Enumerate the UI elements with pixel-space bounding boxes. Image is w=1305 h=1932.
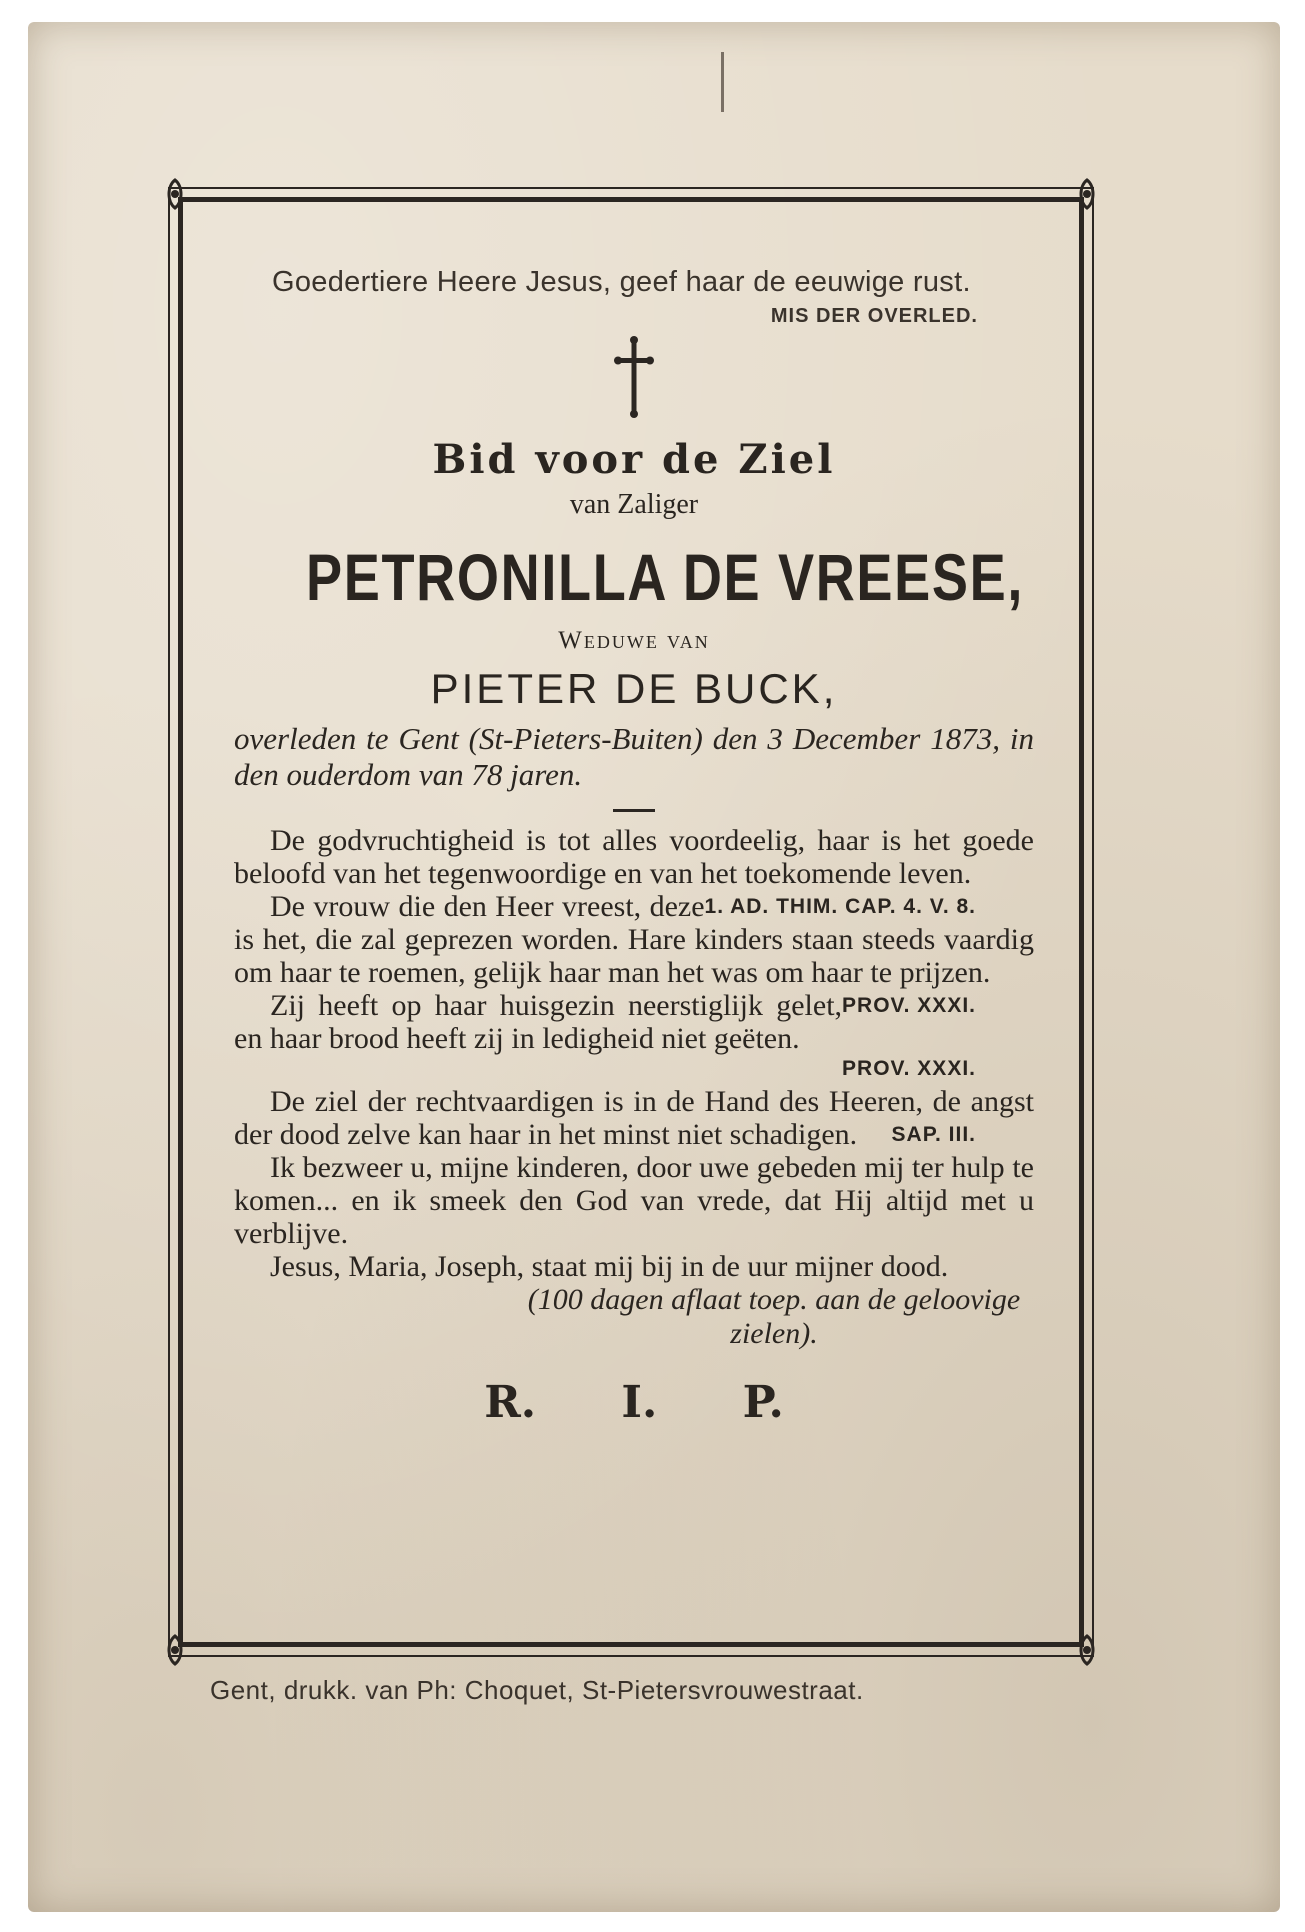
spouse-name: PIETER DE BUCK, xyxy=(430,665,838,712)
passage: De vrouw die den Heer vreest, deze is het, die zal geprezen worden. Hare kinders staan steeds vaardig om haar te roemen, gelijk haar man het was om haar te prijzen. PROV. XXXI. xyxy=(234,890,1034,989)
relation: Weduwe van xyxy=(558,627,710,654)
latin-cross-icon xyxy=(234,336,1034,420)
passage-source: 1. AD. THIM. CAP. 4. V. 8. xyxy=(704,895,976,918)
paper-tear xyxy=(721,52,724,112)
heading: Bid voor de Ziel xyxy=(432,436,836,483)
deceased-name: PETRONILLA DE VREESE, xyxy=(306,540,1025,614)
printer-imprint: Gent, drukk. van Ph: Choquet, St-Pietersvrouwestraat. xyxy=(210,1675,864,1705)
closing: R. I. P. xyxy=(484,1377,784,1428)
divider xyxy=(613,809,655,812)
card-text xyxy=(234,258,1034,1428)
invocation-source: MIS DER OVERLED. xyxy=(770,305,978,327)
passage: De ziel der rechtvaardigen is in de Hand des Heeren, de angst der dood zelve kan haar in het minst niet schadigen. SAP. III. xyxy=(234,1085,1034,1151)
passage-source: PROV. XXXI. xyxy=(842,994,976,1017)
corner-ornament-icon xyxy=(1069,176,1105,212)
passage: Ik bezweer u, mijne kinderen, door uwe gebeden mij ter hulp te komen... en ik smeek den God van vrede, dat Hij altijd met u verblijve. xyxy=(234,1151,1034,1250)
corner-ornament-icon xyxy=(157,176,193,212)
passage: Zij heeft op haar huisgezin neerstiglijk gelet, en haar brood heeft zij in ledigheid niet geëten. xyxy=(234,989,843,1055)
subheading: van Zaliger xyxy=(569,489,699,520)
passage-source: PROV. XXXI. xyxy=(842,1057,976,1080)
death-notice: overleden te Gent (St-Pieters-Buiten) den 3 December 1873, in den ouderdom van 78 jaren. xyxy=(234,721,1034,792)
passage: De godvruchtigheid is tot alles voordeelig, haar is het goede beloofd van het tegenwoordige en van het toekomende leven. 1. AD. THIM. CAP. 4. V. 8. xyxy=(234,824,1034,890)
corner-ornament-icon xyxy=(1069,1632,1105,1668)
invocation: Goedertiere Heere Jesus, geef haar de eeuwige rust. xyxy=(272,266,971,298)
corner-ornament-icon xyxy=(157,1632,193,1668)
passage-source: SAP. III. xyxy=(891,1123,976,1146)
passage: Jesus, Maria, Joseph, staat mij bij in de uur mijner dood. xyxy=(270,1250,949,1283)
indulgence-note: (100 dagen aflaat toep. aan de geloovige zielen). xyxy=(527,1283,1021,1350)
